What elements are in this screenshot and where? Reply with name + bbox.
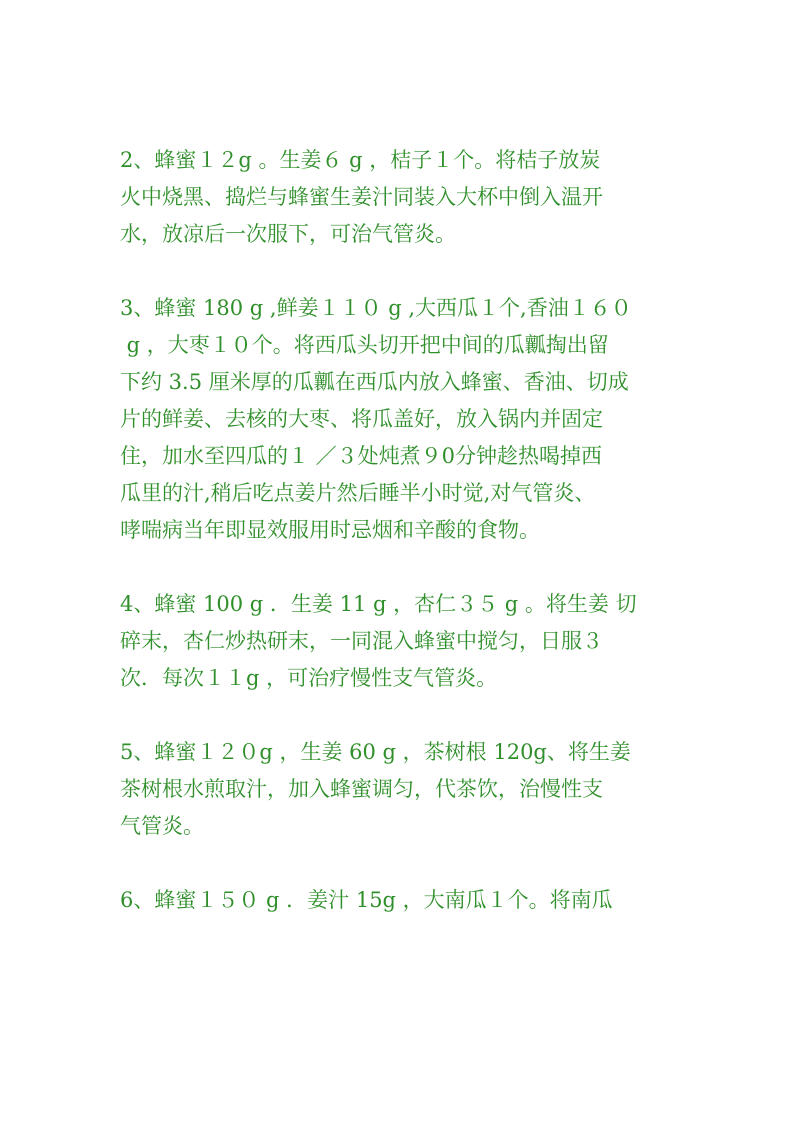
text-line: 火中烧黑、捣烂与蜂蜜生姜汁同装入大杯中倒入温开 [120, 185, 603, 209]
text-line: 碎末，杏仁炒热研末，一同混入蜂蜜中搅匀，日服３ [120, 629, 603, 653]
recipe-paragraph-4 [120, 586, 680, 697]
document-body [120, 142, 680, 956]
recipe-paragraph-2 [120, 142, 680, 253]
text-line: g ，大枣１０个。将西瓜头切开把中间的瓜瓤掏出留 [120, 333, 609, 357]
text-line: 片的鲜姜、去核的大枣、将瓜盖好，放入锅内并固定 [120, 407, 603, 431]
text-line: 水，放凉后一次服下，可治气管炎。 [120, 222, 456, 246]
text-line: 6、蜂蜜１５０ g ．姜汁 15g ，大南瓜１个。将南瓜 [120, 888, 613, 912]
text-line: 住，加水至四瓜的１ ／３处炖煮９0分钟趁热喝掉西 [120, 444, 603, 468]
text-line: 茶树根水煎取汁，加入蜂蜜调匀，代茶饮，治慢性支 [120, 777, 603, 801]
recipe-paragraph-3 [120, 290, 680, 549]
text-line: 2、蜂蜜１２g 。生姜６ g ，桔子１个。将桔子放炭 [120, 148, 601, 172]
text-line: 次．每次１１g ，可治疗慢性支气管炎。 [120, 666, 498, 690]
text-line: 瓜里的汁,稍后吃点姜片然后睡半小时觉,对气管炎、 [120, 481, 596, 505]
text-line: 气管炎。 [120, 814, 204, 838]
text-line: 3、蜂蜜 180 g ,鲜姜１１０ g ,大西瓜１个,香油１６０ [120, 296, 632, 320]
text-line: 下约 3.5 厘米厚的瓜瓤在西瓜内放入蜂蜜、香油、切成 [120, 370, 629, 394]
text-line: 哮喘病当年即显效服用时忌烟和辛酸的食物。 [120, 518, 540, 542]
text-line: 5、蜂蜜１２０g ，生姜 60 g ，茶树根 120g、将生姜 [120, 740, 631, 764]
recipe-paragraph-6 [120, 882, 680, 919]
text-line: 4、蜂蜜 100 g ．生姜 11 g ，杏仁３５ g 。将生姜 切 [120, 592, 637, 616]
recipe-paragraph-5 [120, 734, 680, 845]
